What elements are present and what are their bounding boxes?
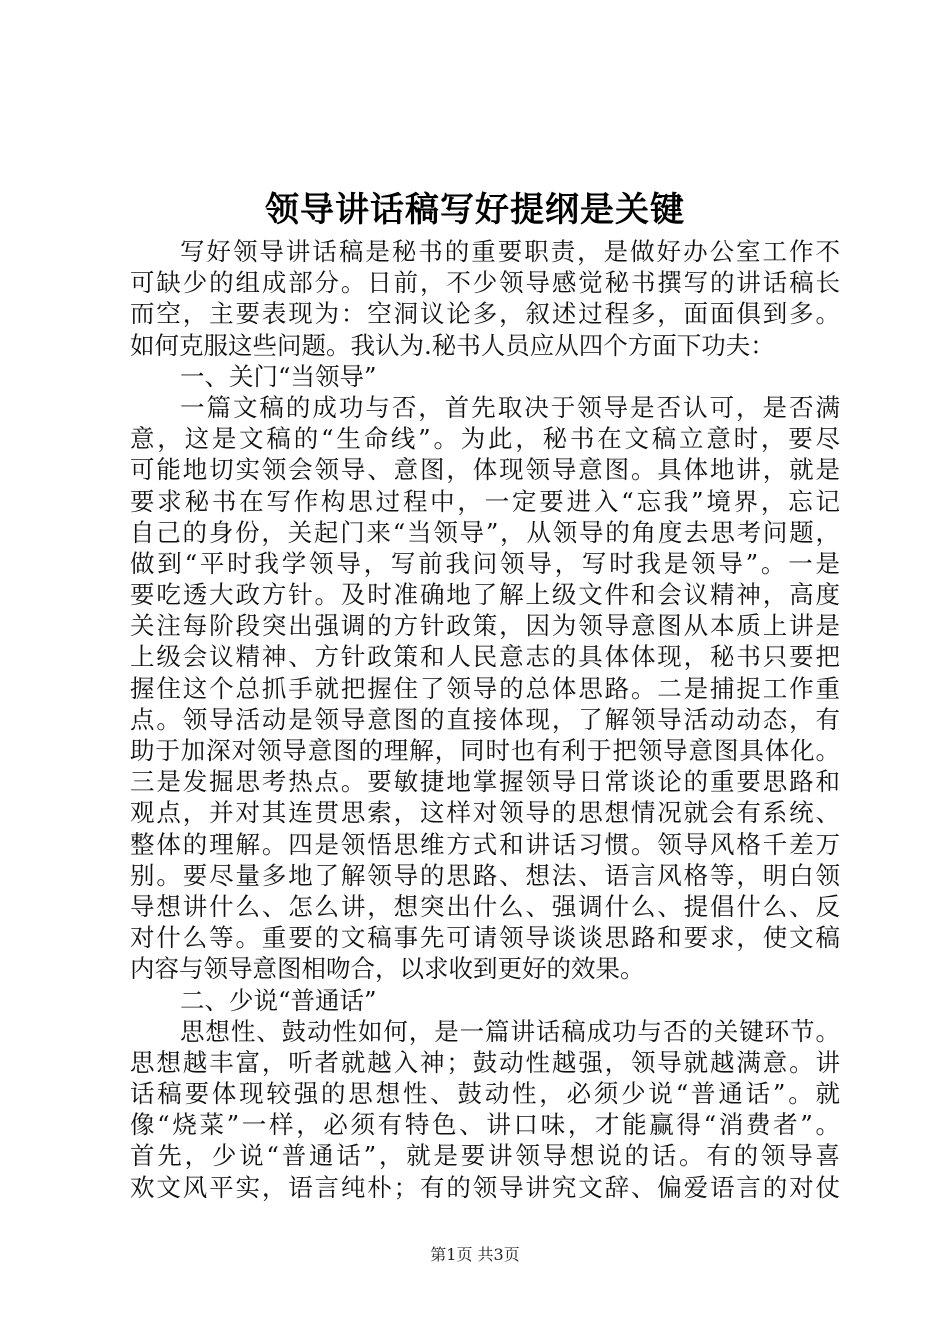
body-line: 要求秘书在写作构思过程中，一定要进入“忘我”境界，忘记 — [130, 486, 840, 516]
body-line: 而空，主要表现为：空洞议论多，叙述过程多，面面俱到多。 — [130, 299, 840, 329]
body-line: 做到“平时我学领导，写前我问领导，写时我是领导”。一是 — [130, 548, 840, 578]
body-line: 一篇文稿的成功与否，首先取决于领导是否认可，是否满 — [180, 392, 840, 422]
body-line: 点。领导活动是领导意图的直接体现，了解领导活动动态，有 — [130, 704, 840, 734]
document-body — [130, 236, 840, 1203]
body-line: 三是发掘思考热点。要敏捷地掌握领导日常谈论的重要思路和 — [130, 767, 840, 797]
section-heading: 一、关门“当领导” — [180, 361, 377, 391]
body-line: 可缺少的组成部分。日前，不少领导感觉秘书撰写的讲话稿长 — [130, 268, 840, 298]
body-line: 助于加深对领导意图的理解，同时也有利于把领导意图具体化。 — [130, 736, 840, 765]
body-line: 导想讲什么、怎么讲，想突出什么、强调什么、提倡什么、反 — [130, 891, 840, 921]
body-line: 内容与领导意图相吻合，以求收到更好的效果。 — [130, 954, 645, 984]
body-line: 关注每阶段突出强调的方针政策，因为领导意图从本质上讲是 — [130, 611, 840, 641]
body-line: 自己的身份，关起门来“当领导”，从领导的角度去思考问题， — [130, 517, 840, 547]
body-line: 可能地切实领会领导、意图，体现领导意图。具体地讲，就是 — [130, 455, 840, 485]
body-line: 意，这是文稿的“生命线”。为此，秘书在文稿立意时，要尽 — [130, 424, 840, 454]
document-title: 领导讲话稿写好提纲是关键 — [265, 190, 685, 230]
body-line: 上级会议精神、方针政策和人民意志的具体体现，秘书只要把 — [130, 642, 840, 672]
body-line: 要吃透大政方针。及时准确地了解上级文件和会议精神，高度 — [130, 580, 840, 610]
body-line: 写好领导讲话稿是秘书的重要职责，是做好办公室工作不 — [180, 237, 840, 266]
page-footer: 第1页 共3页 — [430, 1245, 520, 1264]
body-line: 思想越丰富，听者就越入神；鼓动性越强，领导就越满意。讲 — [130, 1047, 840, 1077]
body-line: 握住这个总抓手就把握住了领导的总体思路。二是捕捉工作重 — [130, 673, 840, 703]
body-line: 欢文风平实，语言纯朴；有的领导讲究文辞、偏爱语言的对仗 — [130, 1172, 840, 1202]
body-line: 像“烧菜”一样，必须有特色、讲口味，才能赢得“消费者”。 — [130, 1110, 840, 1140]
section-heading: 二、少说“普通话” — [180, 985, 377, 1015]
body-line: 如何克服这些问题。我认为.秘书人员应从四个方面下功夫： — [130, 330, 775, 360]
body-line: 观点，并对其连贯思索，这样对领导的思想情况就会有系统、 — [130, 798, 840, 828]
body-line: 话稿要体现较强的思想性、鼓动性，必须少说“普通话”。就 — [130, 1079, 840, 1109]
body-line: 整体的理解。四是领悟思维方式和讲话习惯。领导风格千差万 — [130, 829, 840, 859]
body-line: 对什么等。重要的文稿事先可请领导谈谈思路和要求，使文稿 — [130, 923, 840, 953]
body-line: 思想性、鼓动性如何，是一篇讲话稿成功与否的关键环节。 — [180, 1016, 840, 1046]
body-line: 别。要尽量多地了解领导的思路、想法、语言风格等，明白领 — [130, 860, 840, 890]
body-line: 首先，少说“普通话”，就是要讲领导想说的话。有的领导喜 — [130, 1141, 840, 1171]
